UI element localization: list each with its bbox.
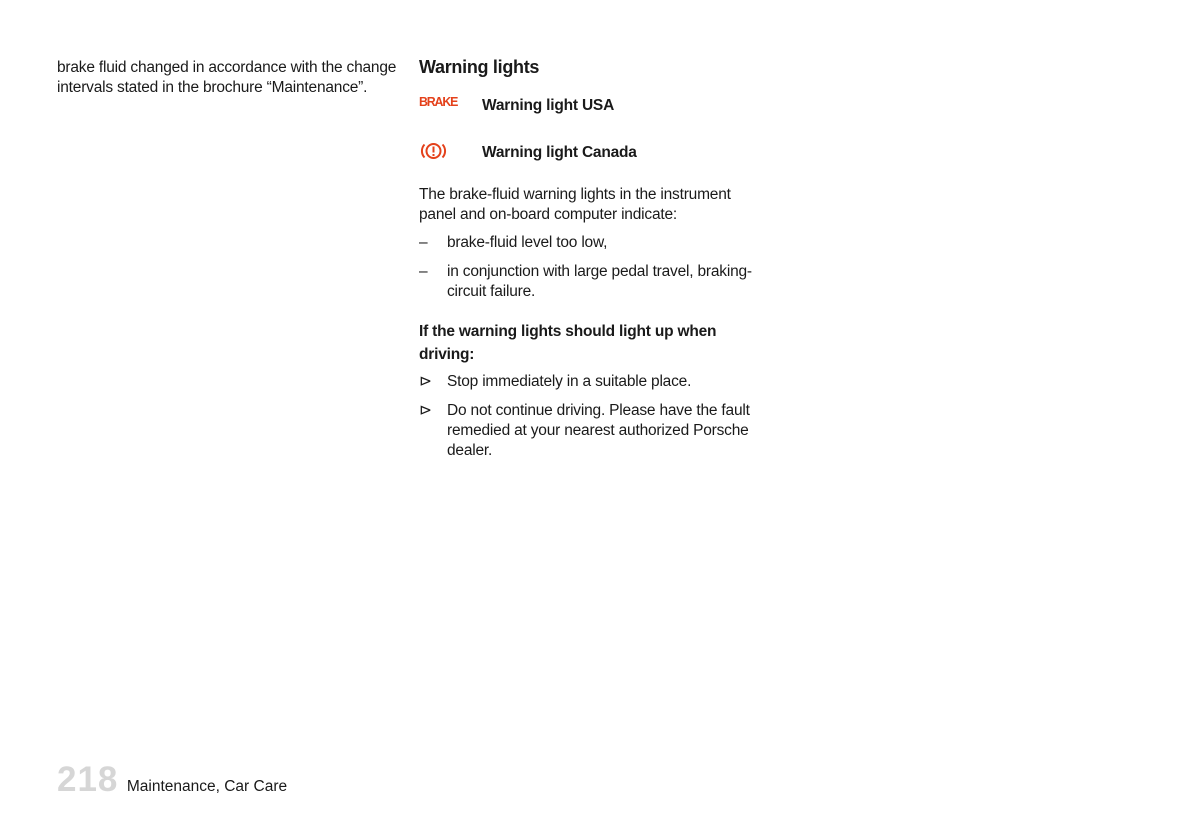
list-item-text: in conjunction with large pedal travel, braking-circuit failure. (447, 263, 752, 300)
dash-marker: – (419, 263, 428, 280)
list-item (419, 262, 759, 302)
left-column (57, 58, 402, 98)
warning-lights-section (419, 55, 759, 461)
section-heading: Warning lights (419, 57, 540, 77)
action-subheading: If the warning lights should light up when driving: (419, 323, 717, 363)
brake-warning-circle-icon (419, 141, 448, 167)
continued-text: brake fluid changed in accordance with the change intervals stated in the brochure “Maintenance”. (57, 59, 397, 96)
dash-marker: – (419, 234, 428, 251)
list-item-text: brake-fluid level too low, (447, 234, 608, 251)
step-arrow-icon: ⊳ (419, 373, 432, 390)
brake-warning-icon: BRAKE (419, 94, 458, 109)
list-item (419, 233, 759, 253)
page-footer (57, 760, 287, 800)
page-number: 218 (57, 760, 119, 799)
step-text: Do not continue driving. Please have the fault remedied at your nearest authorized Porsche dealer. (447, 402, 750, 459)
warning-light-usa-label: Warning light USA (482, 97, 615, 114)
step-item (419, 401, 759, 461)
warning-light-usa-row (419, 95, 759, 119)
warning-light-canada-row (419, 142, 759, 166)
action-steps (419, 372, 759, 461)
step-arrow-icon: ⊳ (419, 402, 432, 419)
warning-description: The brake-fluid warning lights in the instrument panel and on-board computer indicate: (419, 186, 731, 223)
indication-list (419, 233, 759, 302)
step-item (419, 372, 759, 392)
step-text: Stop immediately in a suitable place. (447, 373, 692, 390)
section-name: Maintenance, Car Care (126, 778, 288, 795)
warning-light-canada-label: Warning light Canada (482, 144, 637, 161)
